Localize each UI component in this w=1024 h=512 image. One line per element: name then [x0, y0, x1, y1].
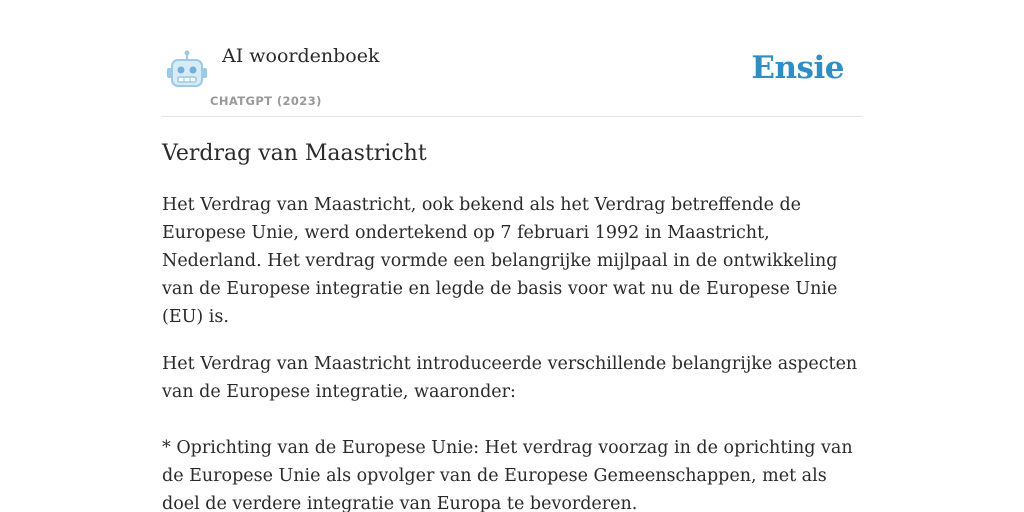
dictionary-title[interactable]: AI woordenboek — [222, 45, 380, 67]
entry-paragraph: Het Verdrag van Maastricht introduceerde verschillende belangrijke aspecten van de Europese integratie, waaronder: — [162, 354, 858, 402]
entry-paragraph: Het Verdrag van Maastricht, ook bekend als het Verdrag betreffende de Europese Unie, werd ondertekend op 7 februari 1992 in Maastricht, Nederland. Het verdrag vormde een belangrijke mijlpaal in de ontwikkeling van de Europese integratie en legde de basis voor wat nu de Europese Unie (EU) is. — [162, 195, 838, 327]
dictionary-source: CHATGPT (2023) — [210, 94, 322, 108]
entry-paragraph: * Oprichting van de Europese Unie: Het verdrag voorzag in de oprichting van de Europese Unie als opvolger van de Europese Gemeenschappen, met als doel de verdere integratie van Europa te bevorderen. — [162, 438, 853, 512]
robot-icon — [166, 50, 208, 90]
entry-title: Verdrag van Maastricht — [162, 141, 427, 166]
entry-content — [162, 138, 862, 512]
brand-logo[interactable]: Ensie — [751, 50, 844, 86]
header — [162, 0, 862, 117]
